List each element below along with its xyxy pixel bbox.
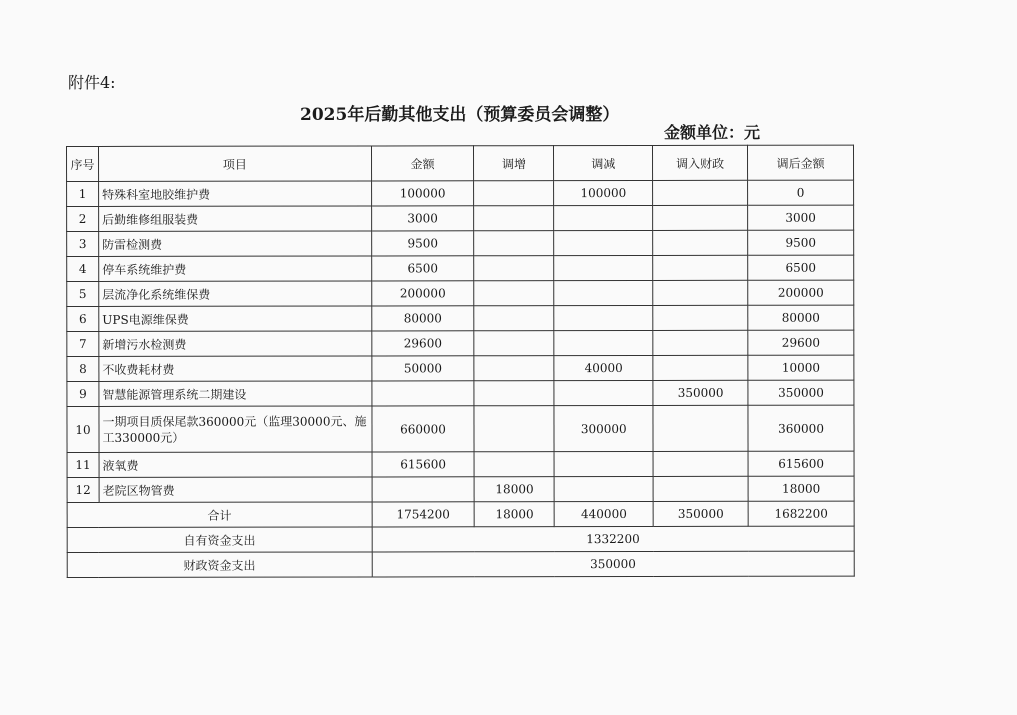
cell-amount: 80000 (371, 306, 474, 331)
cell-amount: 9500 (371, 231, 474, 256)
cell-decrease (554, 476, 653, 501)
cell-to-finance (653, 255, 748, 280)
cell-item: 不收费耗材费 (99, 356, 372, 381)
header-item: 项目 (98, 146, 371, 181)
cell-no: 2 (67, 206, 99, 231)
cell-decrease (554, 230, 653, 255)
cell-to-finance (653, 280, 748, 305)
cell-no: 10 (67, 406, 99, 452)
cell-decrease: 100000 (554, 180, 653, 205)
table-row (67, 255, 854, 281)
header-adjusted: 调后金额 (748, 145, 854, 180)
cell-increase: 18000 (475, 477, 555, 502)
attachment-label: 附件4: (68, 73, 116, 92)
cell-no: 12 (67, 477, 99, 502)
cell-item: 新增污水检测费 (99, 331, 372, 356)
cell-decrease: 40000 (554, 355, 653, 380)
cell-item: 停车系统维护费 (99, 256, 372, 281)
cell-decrease: 300000 (554, 405, 653, 451)
cell-amount: 615600 (372, 452, 475, 477)
cell-adjusted: 10000 (748, 355, 854, 380)
cell-no: 4 (67, 256, 99, 281)
cell-item: 防雷检测费 (99, 231, 372, 256)
cell-decrease (554, 280, 653, 305)
cell-increase (475, 452, 555, 477)
cell-increase (474, 281, 554, 306)
unit-label: 金额单位：元 (664, 123, 761, 142)
total-amount: 1754200 (372, 502, 475, 527)
cell-item: 一期项目质保尾款360000元（监理30000元、施工330000元） (99, 406, 372, 452)
header-row (67, 145, 854, 181)
cell-no: 1 (67, 181, 99, 206)
cell-increase (474, 306, 554, 331)
cell-to-finance (653, 180, 748, 205)
own-funds-row (67, 526, 854, 552)
cell-to-finance (653, 305, 748, 330)
table-row (67, 305, 854, 331)
cell-increase (474, 256, 554, 281)
table-row (67, 451, 854, 477)
cell-increase (474, 181, 554, 206)
cell-to-finance (653, 405, 748, 451)
cell-increase (474, 406, 554, 452)
total-to-finance: 350000 (653, 501, 748, 526)
table-row (67, 205, 854, 231)
cell-amount (372, 477, 475, 502)
table-row (67, 476, 854, 502)
cell-no: 3 (67, 231, 99, 256)
cell-item: 特殊科室地胶维护费 (99, 181, 372, 206)
cell-adjusted: 9500 (748, 230, 854, 255)
own-funds-value: 1332200 (372, 526, 854, 552)
cell-adjusted: 80000 (748, 305, 854, 330)
cell-amount: 50000 (371, 356, 474, 381)
document-title: 2025年后勤其他支出（预算委员会调整） (300, 105, 620, 125)
cell-adjusted: 360000 (748, 405, 854, 451)
cell-amount: 660000 (372, 406, 475, 452)
cell-no: 9 (67, 381, 99, 406)
header-no: 序号 (67, 146, 99, 181)
total-increase: 18000 (475, 502, 555, 527)
cell-no: 6 (67, 306, 99, 331)
fiscal-funds-row (67, 551, 854, 577)
cell-decrease (554, 380, 653, 405)
cell-item: UPS电源维保费 (99, 306, 372, 331)
header-to-finance: 调入财政 (653, 145, 748, 180)
cell-item: 层流净化系统维保费 (99, 281, 372, 306)
cell-adjusted: 18000 (748, 476, 854, 501)
cell-to-finance (653, 451, 748, 476)
cell-amount: 6500 (371, 256, 474, 281)
cell-adjusted: 29600 (748, 330, 854, 355)
cell-decrease (554, 330, 653, 355)
table-row (67, 180, 854, 206)
cell-decrease (554, 305, 653, 330)
cell-adjusted: 200000 (748, 280, 854, 305)
cell-increase (474, 381, 554, 406)
cell-decrease (554, 255, 653, 280)
cell-to-finance: 350000 (653, 380, 748, 405)
table-row (67, 230, 854, 256)
cell-amount: 3000 (371, 206, 474, 231)
cell-increase (474, 206, 554, 231)
cell-to-finance (653, 230, 748, 255)
cell-decrease (554, 205, 653, 230)
cell-adjusted: 615600 (748, 451, 854, 476)
header-decrease: 调减 (554, 145, 653, 180)
cell-adjusted: 350000 (748, 380, 854, 405)
total-adjusted: 1682200 (748, 501, 854, 526)
cell-no: 5 (67, 281, 99, 306)
table-row (67, 330, 854, 356)
table-row (67, 355, 854, 381)
cell-increase (474, 331, 554, 356)
cell-amount: 100000 (371, 181, 474, 206)
total-label: 合计 (67, 502, 372, 528)
cell-amount: 200000 (371, 281, 474, 306)
cell-increase (474, 356, 554, 381)
total-row (67, 501, 854, 527)
cell-to-finance (653, 205, 748, 230)
fiscal-funds-label: 财政资金支出 (67, 552, 372, 578)
cell-no: 11 (67, 452, 99, 477)
total-decrease: 440000 (554, 501, 653, 526)
cell-item: 后勤维修组服装费 (99, 206, 372, 231)
table-row (67, 280, 854, 306)
cell-increase (474, 231, 554, 256)
own-funds-label: 自有资金支出 (67, 527, 372, 553)
cell-no: 8 (67, 356, 99, 381)
cell-to-finance (653, 476, 748, 501)
cell-amount (372, 381, 475, 406)
cell-no: 7 (67, 331, 99, 356)
table-row (67, 380, 854, 406)
fiscal-funds-value: 350000 (372, 551, 854, 577)
table-row (67, 405, 854, 452)
cell-item: 液氧费 (99, 452, 372, 477)
cell-to-finance (653, 330, 748, 355)
cell-to-finance (653, 355, 748, 380)
cell-item: 智慧能源管理系统二期建设 (99, 381, 372, 406)
cell-adjusted: 0 (748, 180, 854, 205)
cell-adjusted: 6500 (748, 255, 854, 280)
cell-decrease (554, 451, 653, 476)
header-amount: 金额 (371, 146, 474, 181)
header-increase: 调增 (474, 146, 554, 181)
budget-table (66, 145, 855, 578)
cell-amount: 29600 (371, 331, 474, 356)
cell-item: 老院区物管费 (99, 477, 372, 502)
cell-adjusted: 3000 (748, 205, 854, 230)
